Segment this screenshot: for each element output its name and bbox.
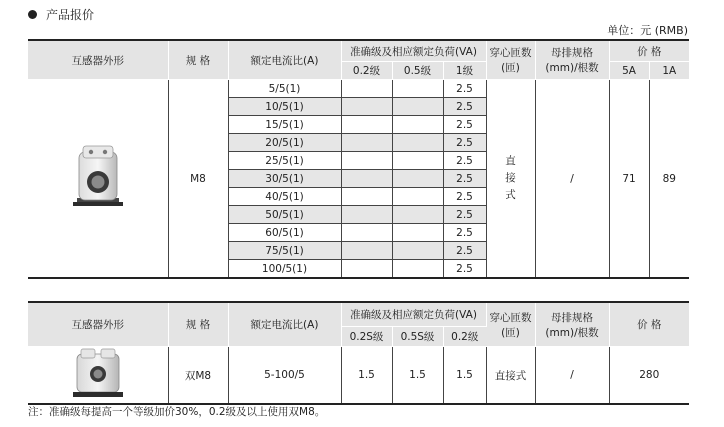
acc-1-cell: 2.5: [443, 206, 486, 224]
ratio-cell: 75/5(1): [228, 242, 341, 260]
header-price-5a: 5A: [609, 62, 649, 80]
header-core-turns: 穿心匝数(匝): [486, 40, 535, 80]
ratio-value: 5-100/5: [228, 347, 341, 405]
ratio-cell: 10/5(1): [228, 98, 341, 116]
acc-02-cell: [341, 260, 392, 279]
core-turns-value: 直接式: [486, 347, 535, 405]
core-turns-value: [486, 80, 535, 279]
price-table-m8: [28, 39, 689, 279]
acc-05-cell: [392, 116, 443, 134]
acc-02-cell: [341, 188, 392, 206]
header-busbar: 母排规格(mm)/根数: [535, 302, 609, 347]
header-accuracy-group: 准确级及相应额定负荷(VA): [341, 40, 486, 62]
header-price: 价 格: [609, 302, 689, 347]
header-acc-05s: 0.5S级: [392, 327, 443, 347]
acc-1-cell: 2.5: [443, 80, 486, 98]
table-row: [28, 347, 689, 405]
ratio-cell: 25/5(1): [228, 152, 341, 170]
acc-05-cell: [392, 260, 443, 279]
acc-05-cell: [392, 98, 443, 116]
acc-05-cell: [392, 242, 443, 260]
header-acc-05: 0.5级: [392, 62, 443, 80]
header-appearance: 互感器外形: [28, 302, 168, 347]
price-1a-value: 89: [649, 80, 689, 279]
busbar-value: /: [535, 80, 609, 279]
ratio-cell: 100/5(1): [228, 260, 341, 279]
ratio-cell: 60/5(1): [228, 224, 341, 242]
acc-1-cell: 2.5: [443, 134, 486, 152]
acc-1-cell: 2.5: [443, 116, 486, 134]
acc-02-cell: [341, 134, 392, 152]
header-price: 价 格: [609, 40, 689, 62]
acc-02-cell: [341, 152, 392, 170]
acc-02-cell: [341, 98, 392, 116]
acc-1-cell: 2.5: [443, 152, 486, 170]
core-turns-text: 直 接 式: [505, 155, 516, 201]
header-spec: 规 格: [168, 40, 228, 80]
ratio-cell: 15/5(1): [228, 116, 341, 134]
table-row: [28, 80, 689, 98]
spec-value: 双M8: [168, 347, 228, 405]
section-title: [28, 6, 94, 23]
ratio-cell: 50/5(1): [228, 206, 341, 224]
section-title-text: 产品报价: [46, 8, 95, 22]
acc-05-cell: [392, 80, 443, 98]
acc-1-cell: 2.5: [443, 242, 486, 260]
acc-02-cell: [341, 80, 392, 98]
ratio-cell: 20/5(1): [228, 134, 341, 152]
spec-value: M8: [168, 80, 228, 279]
ratio-cell: 40/5(1): [228, 188, 341, 206]
header-ratio: 额定电流比(A): [228, 40, 341, 80]
header-accuracy-group: 准确级及相应额定负荷(VA): [341, 302, 486, 327]
acc-02-value: 1.5: [443, 347, 486, 405]
acc-05-cell: [392, 152, 443, 170]
acc-05-cell: [392, 206, 443, 224]
acc-1-cell: 2.5: [443, 170, 486, 188]
acc-05-cell: [392, 188, 443, 206]
price-table-double-m8: [28, 301, 689, 405]
price-5a-value: 71: [609, 80, 649, 279]
acc-05-cell: [392, 170, 443, 188]
acc-02-cell: [341, 116, 392, 134]
footnote: 注：准确级每提高一个等级加价30%，0.2级及以上使用双M8。: [28, 406, 326, 418]
current-transformer-image: [69, 144, 127, 210]
acc-02-cell: [341, 224, 392, 242]
header-ratio: 额定电流比(A): [228, 302, 341, 347]
acc-02-cell: [341, 242, 392, 260]
acc-1-cell: 2.5: [443, 224, 486, 242]
acc-1-cell: 2.5: [443, 260, 486, 279]
acc-05-cell: [392, 224, 443, 242]
header-acc-02s: 0.2S级: [341, 327, 392, 347]
double-current-transformer-image: [71, 348, 125, 400]
acc-02-cell: [341, 206, 392, 224]
header-acc-02: 0.2级: [341, 62, 392, 80]
header-core-turns: 穿心匝数(匝): [486, 302, 535, 347]
header-spec: 规 格: [168, 302, 228, 347]
ratio-cell: 5/5(1): [228, 80, 341, 98]
acc-1-cell: 2.5: [443, 188, 486, 206]
product-image-cell: [28, 347, 168, 405]
header-appearance: 互感器外形: [28, 40, 168, 80]
acc-02s-value: 1.5: [341, 347, 392, 405]
acc-05-cell: [392, 134, 443, 152]
busbar-value: /: [535, 347, 609, 405]
header-price-1a: 1A: [649, 62, 689, 80]
acc-02-cell: [341, 170, 392, 188]
header-acc-02: 0.2级: [443, 327, 486, 347]
unit-note: 单位：元 (RMB): [607, 24, 688, 37]
header-acc-1: 1级: [443, 62, 486, 80]
ratio-cell: 30/5(1): [228, 170, 341, 188]
price-value: 280: [639, 369, 660, 381]
product-image-cell: [28, 80, 168, 279]
acc-1-cell: 2.5: [443, 98, 486, 116]
header-busbar: 母排规格(mm)/根数: [535, 40, 609, 80]
acc-05s-value: 1.5: [392, 347, 443, 405]
bullet-icon: [28, 10, 37, 19]
